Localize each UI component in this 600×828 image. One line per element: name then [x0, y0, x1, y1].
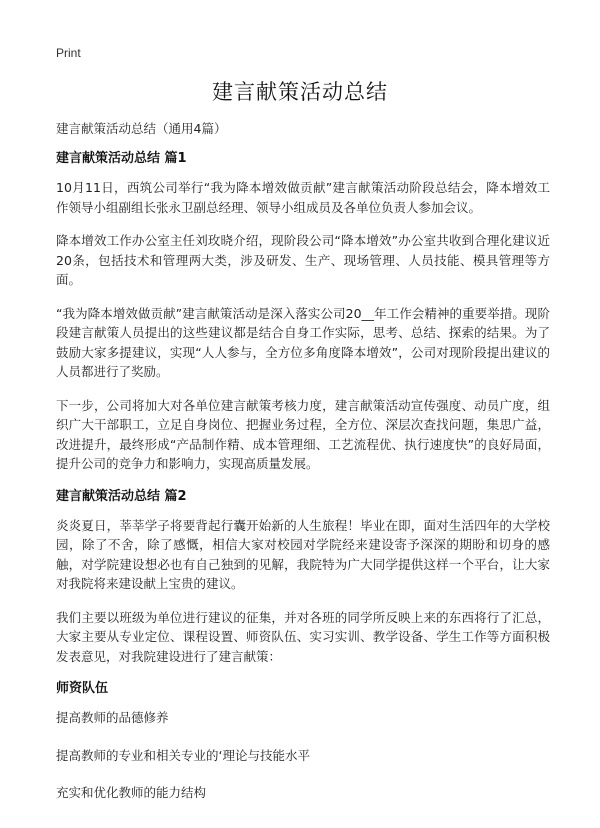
paragraph: 下一步，公司将加大对各单位建言献策考核力度，建言献策活动宣传强度、动员广度，组织广大干部职工，立足自身岗位、把握业务过程，全方位、深层次查找问题，集思广益，改进提升，最终形成“产品制作精、成本管理细、工艺流程优、执行速度快”的良好局面，提升公司的竞争力和影响力，实现高质量发展。 — [56, 397, 550, 471]
list-item: 提高教师的品德修养 — [56, 710, 169, 725]
article-content — [56, 120, 550, 821]
section-heading-2: 建言献策活动总结 篇2 — [56, 488, 187, 504]
list-item: 提高教师的专业和相关专业的‘理论与技能水平 — [56, 747, 310, 763]
document-subtitle: 建言献策活动总结（通用4篇） — [56, 121, 227, 136]
paragraph: 我们主要以班级为单位进行建议的征集，并对各班的同学所反映上来的东西将行了汇总，大家主要从专业定位、课程设置、师资队伍、实习实训、教学设备、学生工作等方面积极发表意见，对我院建设进行了建言献策： — [56, 609, 550, 664]
print-link[interactable]: Print — [56, 46, 81, 60]
paragraph: 炎炎夏日，莘莘学子将要背起行囊开始新的人生旅程！毕业在即，面对生活四年的大学校园，除了不舍，除了感慨，相信大家对校园对学院经来建设寄予深深的期盼和切身的感触，对学院建设想必也有自己独到的见解，我院特为广大同学提供这样一个平台，让大家对我院将来建设献上宝贵的建议。 — [56, 517, 550, 591]
page-title: 建言献策活动总结 — [212, 80, 388, 104]
section-heading-1: 建言献策活动总结 篇1 — [56, 151, 187, 166]
paragraph: 10月11日，西筑公司举行“我为降本增效做贡献”建言献策活动阶段总结会，降本增效工作领导小组副组长张永卫副总经理、领导小组成员及各单位负责人参加会议。 — [56, 180, 550, 215]
subsection-heading: 师资队伍 — [56, 681, 109, 696]
paragraph: 降本增效工作办公室主任刘玫晓介绍，现阶段公司“降本增效”办公室共收到合理化建议近20条，包括技术和管理两大类，涉及研发、生产、现场管理、人员技能、模具管理等方面。 — [56, 233, 550, 287]
list-item: 充实和优化教师的能力结构 — [56, 785, 207, 800]
paragraph: “我为降本增效做贡献”建言献策活动是深入落实公司20__年工作会精神的重要举措。现阶段建言献策人员提出的这些建议都是结合自身工作实际，思考、总结、探索的结果。为了鼓励大家多提建议，实现“人人参与，全方位多角度降本增效”，公司对现阶段提出建议的人员都进行了奖励。 — [56, 305, 550, 379]
